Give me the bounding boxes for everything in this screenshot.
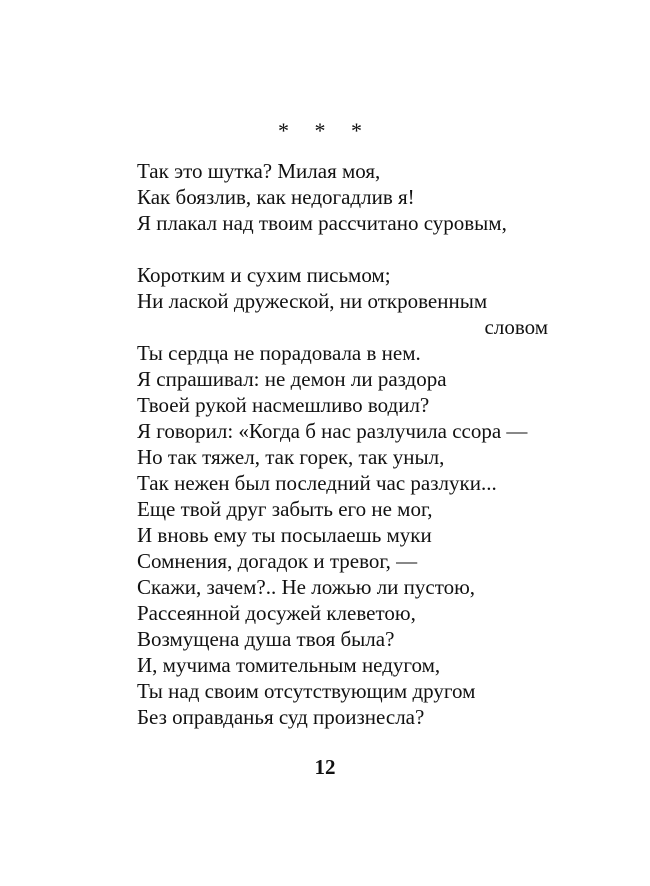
poem-line: Еще твой друг забыть его не мог,: [137, 497, 433, 521]
poem-line: Так нежен был последний час разлуки...: [137, 471, 497, 495]
page-number: 12: [314, 755, 336, 779]
poem-line: Так это шутка? Милая моя,: [137, 159, 381, 183]
stanza-gap: [137, 236, 557, 262]
poem-line: И вновь ему ты посылаешь муки: [137, 523, 432, 547]
poem-line: Я плакал над твоим рассчитано суровым,: [137, 211, 507, 235]
poem-line: Рассеянной досужей клеветою,: [137, 601, 416, 625]
poem-line: Твоей рукой насмешливо водил?: [137, 393, 430, 417]
poem-line: Я спрашивал: не демон ли раздора: [137, 367, 447, 391]
poem-line: Возмущена душа твоя была?: [137, 627, 395, 651]
poem-line: Ты сердца не порадовала в нем.: [137, 341, 421, 365]
poem-line: Ни лаской дружеской, ни откровенным: [137, 289, 488, 313]
section-ornament: * * *: [278, 118, 372, 143]
poem-line: Но так тяжел, так горек, так уныл,: [137, 445, 445, 469]
poem-line: Ты над своим отсутствующим другом: [137, 679, 476, 703]
poem-line: Я говорил: «Когда б нас разлучила ссора —: [137, 419, 528, 443]
poem-body: [137, 158, 557, 730]
poem-line: Скажи, зачем?.. Не ложью ли пустою,: [137, 575, 476, 599]
poem-line: Сомнения, догадок и тревог, —: [137, 549, 418, 573]
poem-line-continuation: словом: [484, 315, 548, 339]
poem-line: Как боязлив, как недогадлив я!: [137, 185, 415, 209]
poem-line: Без оправданья суд произнесла?: [137, 705, 425, 729]
poem-line: И, мучима томительным недугом,: [137, 653, 441, 677]
poem-line: Коротким и сухим письмом;: [137, 263, 391, 287]
